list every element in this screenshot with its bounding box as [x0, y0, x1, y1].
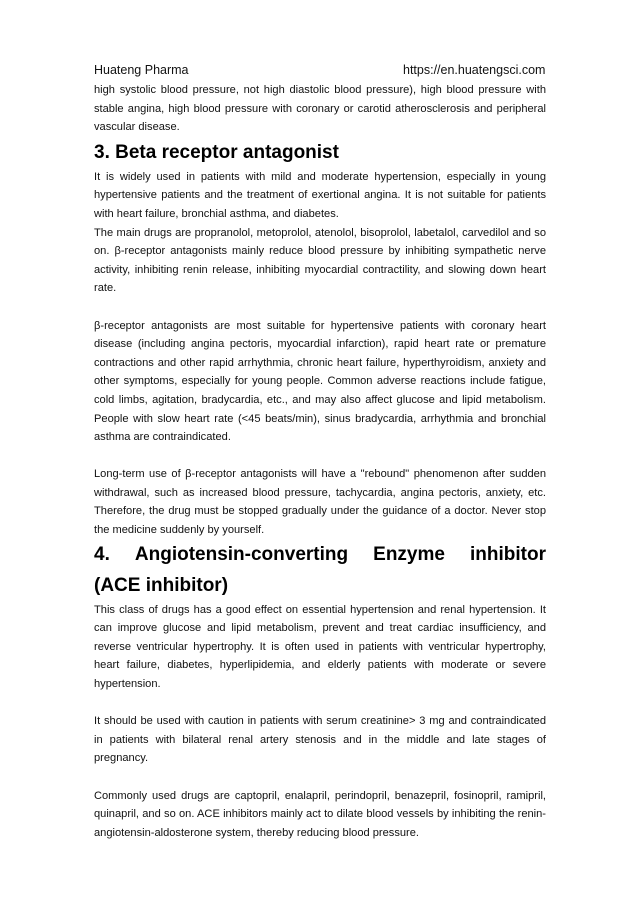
section-4-paragraph-3: Commonly used drugs are captopril, enalapril, perindopril, benazepril, fosinopril, ramipril, quinapril, and so on. ACE inhibitors mainly act to dilate blood vessels by inhibiting the renin-angiotensin-aldosterone system, thereby reducing blood pressure. — [94, 789, 546, 839]
section-4-paragraph-1: This class of drugs has a good effect on essential hypertension and renal hypertension. It can improve glucose and lipid metabolism, prevent and treat cardiac insufficiency, and reverse ventricular hypertrophy. It is often used in patients with ventricular hypertrophy, heart failure, diabetes, hyperlipidemia, and elderly patients with moderate or severe hypertension. — [94, 603, 546, 691]
section-4-title-line-2: (ACE inhibitor) — [94, 574, 229, 596]
header-company: Huateng Pharma — [94, 63, 189, 77]
header-url[interactable]: https://en.huatengsci.com — [403, 63, 546, 77]
intro-paragraph: high systolic blood pressure, not high diastolic blood pressure), high blood pressure with stable angina, high blood pressure with coronary or carotid atherosclerosis and peripheral vascular disease. — [94, 84, 546, 134]
section-4-title — [94, 539, 546, 601]
section-4-title-word: Angiotensin-converting — [134, 543, 349, 565]
section-3-paragraph-3: β-receptor antagonists are most suitable for hypertensive patients with coronary heart disease (including angina pectoris, myocardial infarction), rapid heart rate or premature contractions and other rapid arrhythmia, chronic heart failure, hyperthyroidism, anxiety and other symptoms, especially for young people. Common adverse reactions include fatigue, cold limbs, agitation, bradycardia, etc., and may also affect glucose and lipid metabolism. People with slow heart rate (<45 beats/min), sinus bradycardia, arrhythmia and bronchial asthma are contraindicated. — [94, 319, 546, 444]
section-4-title-line-1 — [94, 539, 546, 570]
section-4-paragraph-2: It should be used with caution in patients with serum creatinine> 3 mg and contraindicated in patients with bilateral renal artery stenosis and in the middle and late stages of pregnancy. — [94, 715, 546, 765]
section-3-title: 3. Beta receptor antagonist — [94, 141, 339, 163]
section-3-paragraph-4: Long-term use of β-receptor antagonists will have a "rebound" phenomenon after sudden withdrawal, such as increased blood pressure, tachycardia, angina pectoris, anxiety, etc. Therefore, the drug must be stopped gradually under the guidance of a doctor. Never stop the medicine suddenly by yourself. — [94, 468, 546, 537]
section-3-paragraph-1: It is widely used in patients with mild and moderate hypertension, especially in young hypertensive patients and the treatment of exertional angina. It is not suitable for patients with heart failure, bronchial asthma, and diabetes. — [94, 170, 546, 220]
section-4-title-word: inhibitor — [470, 543, 546, 565]
page-header — [94, 63, 544, 81]
section-4-title-word: 4. — [94, 543, 110, 565]
section-4-title-word: Enzyme — [373, 543, 445, 565]
page-content — [94, 81, 546, 842]
section-3-paragraph-2: The main drugs are propranolol, metoprolol, atenolol, bisoprolol, labetalol, carvedilol and so on. β-receptor antagonists mainly reduce blood pressure by inhibiting sympathetic nerve activity, inhibiting renin release, inhibiting myocardial contractility, and slowing down heart rate. — [94, 226, 546, 295]
